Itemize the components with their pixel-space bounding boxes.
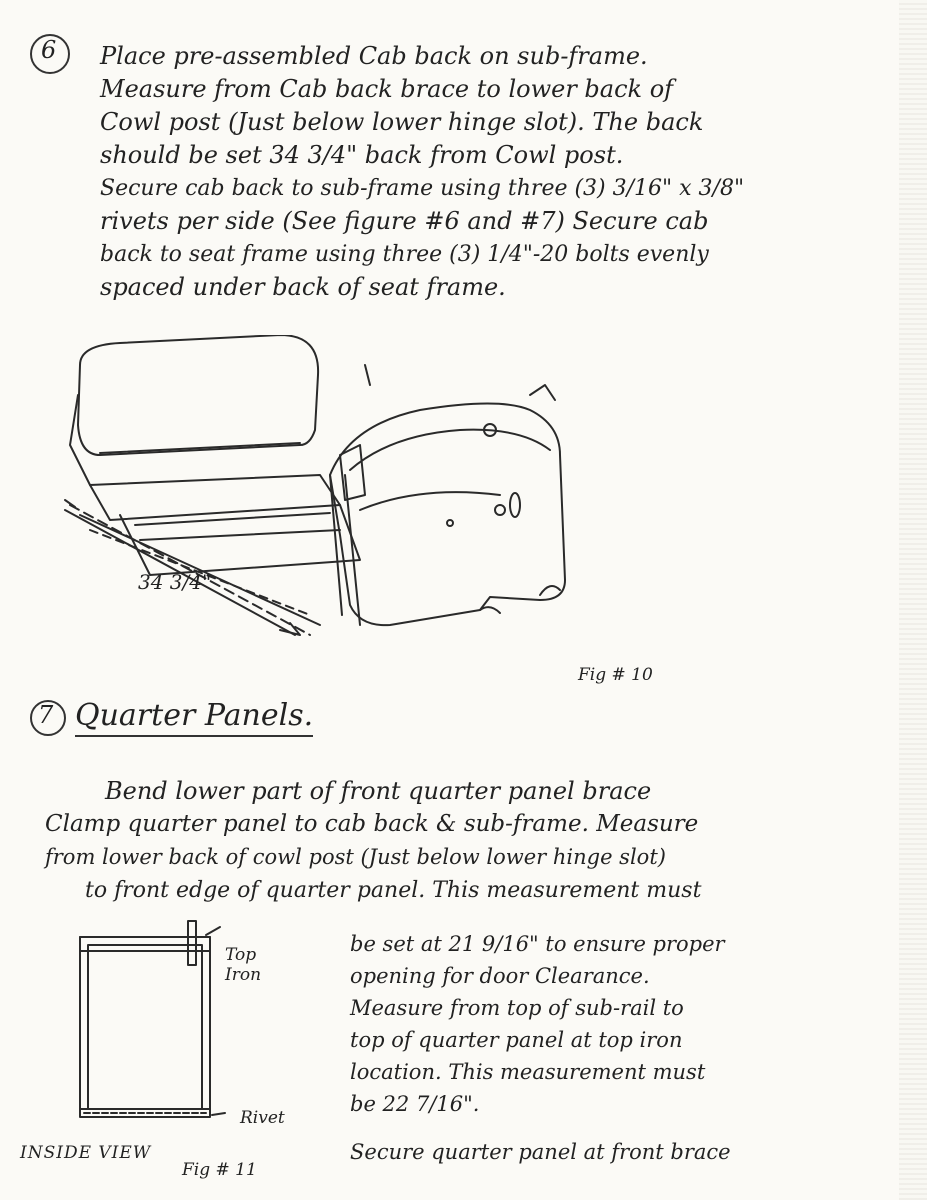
step-7-heading: Quarter Panels.: [75, 698, 313, 737]
step-7-side-line: Measure from top of sub-rail to: [350, 996, 684, 1020]
step-6-line: Secure cab back to sub-frame using three (3) 3/16" x 3/8": [100, 176, 745, 201]
fig-10-caption: Fig # 10: [578, 665, 653, 685]
step-6-line: back to seat frame using three (3) 1/4"-20 bolts evenly: [100, 242, 709, 267]
step-6-line: Place pre-assembled Cab back on sub-frame.: [100, 42, 648, 70]
step-6-line: Cowl post (Just below lower hinge slot). The back: [100, 108, 704, 136]
step-7-line: Clamp quarter panel to cab back & sub-frame. Measure: [45, 811, 699, 837]
fig-11-caption: Fig # 11: [182, 1160, 257, 1180]
step-7-side-line: Secure quarter panel at front brace: [350, 1140, 731, 1164]
step-6-line: should be set 34 3/4" back from Cowl post.: [100, 141, 624, 169]
step-7-text: [45, 775, 702, 907]
step-6-line: Measure from Cab back brace to lower back of: [100, 75, 674, 103]
step-7-side-line: be set at 21 9/16" to ensure proper: [350, 932, 725, 956]
step-7-line: from lower back of cowl post (Just below lower hinge slot): [45, 845, 666, 869]
inside-view-label: INSIDE VIEW: [20, 1143, 152, 1163]
step-7-line: Bend lower part of front quarter panel brace: [105, 777, 652, 805]
quarter-panel-sketch: [70, 915, 240, 1125]
step-6-number: 6: [41, 36, 57, 64]
step-6-line: spaced under back of seat frame.: [100, 273, 506, 301]
step-6-line: rivets per side (See figure #6 and #7) Secure cab: [100, 207, 709, 235]
step-6-text: [100, 40, 744, 304]
step-7-side-line: location. This measurement must: [350, 1060, 706, 1084]
step-7-line: to front edge of quarter panel. This measurement must: [85, 878, 702, 903]
scan-edge-texture: [899, 0, 927, 1200]
step-7-side-text: [350, 928, 731, 1164]
fig-10-measurement: 34 3/4": [138, 570, 212, 594]
step-7-side-line: be 22 7/16".: [350, 1092, 480, 1116]
step-7-side-line: top of quarter panel at top iron: [350, 1028, 683, 1052]
step-7-number: 7: [38, 701, 54, 729]
step-7-side-line: opening for door Clearance.: [350, 964, 650, 988]
top-iron-label: Top Iron: [225, 945, 262, 985]
cab-assembly-sketch: [60, 335, 680, 665]
rivet-label: Rivet: [240, 1108, 285, 1128]
